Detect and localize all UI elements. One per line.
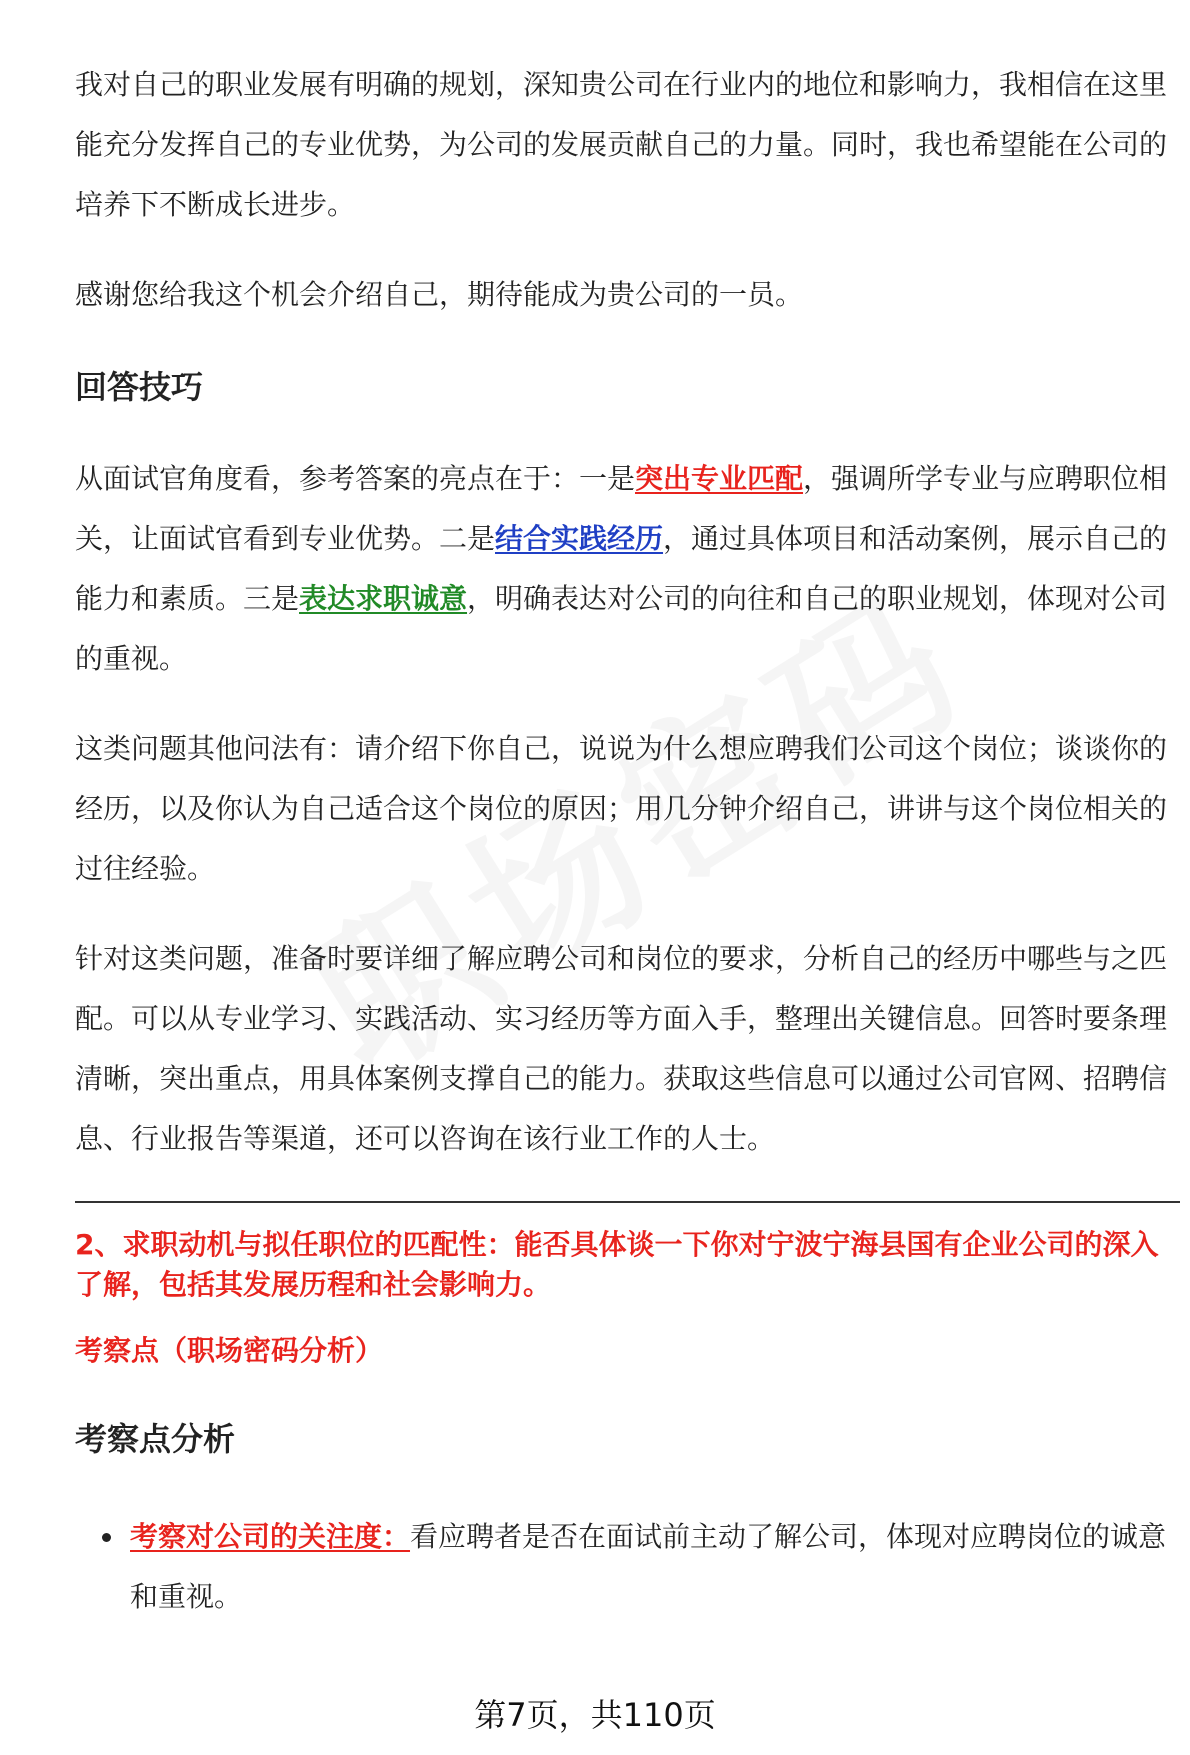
bullet-dot-icon [102,1533,111,1542]
analysis-heading: 考察点分析 [75,1420,236,1458]
tips-text-d: ，明确表达对公司的向往和自己的职业规划，体现对公司的重视。 [75,582,1168,675]
intro-paragraph-1: 我对自己的职业发展有明确的规划，深知贵公司在行业内的地位和影响力，我相信在这里能充分发挥自己的专业优势，为公司的发展贡献自己的力量。同时，我也希望能在公司的培养下不断成长进步。 [75,68,1168,221]
tips-heading: 回答技巧 [75,368,204,406]
exam-point-label: 考察点（职场密码分析） [75,1334,384,1367]
tips-text-b: ，强调所学专业与应聘职位相关，让面试官看到专业优势。二是 [75,462,1168,555]
tips-paragraph-2: 这类问题其他问法有：请介绍下你自己，说说为什么想应聘我们公司这个岗位；谈谈你的经历，以及你认为自己适合这个岗位的原因；用几分钟介绍自己，讲讲与这个岗位相关的过往经验。 [75,732,1168,885]
highlight-job-sincerity: 表达求职诚意 [299,582,468,615]
list-item [130,1507,1180,1627]
tips-text-c: ，通过具体项目和活动案例，展示自己的能力和素质。三是 [75,522,1168,615]
question-text: 2、求职动机与拟任职位的匹配性：能否具体谈一下你对宁波宁海县国有企业公司的深入了解，包括其发展历程和社会影响力。 [75,1228,1159,1301]
tips-text-a: 从面试官角度看，参考答案的亮点在于：一是 [75,462,636,495]
intro-paragraph-2: 感谢您给我这个机会介绍自己，期待能成为贵公司的一员。 [75,278,804,311]
tips-paragraph-1 [75,449,1180,689]
analysis-item-text: 看应聘者是否在面试前主动了解公司，体现对应聘岗位的诚意和重视。 [130,1520,1167,1613]
analysis-list [75,1507,1180,1627]
analysis-item-label: 考察对公司的关注度： [130,1520,411,1553]
highlight-professional-match: 突出专业匹配 [635,462,804,495]
highlight-practical-experience: 结合实践经历 [495,522,664,555]
tips-paragraph-3: 针对这类问题，准备时要详细了解应聘公司和岗位的要求，分析自己的经历中哪些与之匹配。可以从专业学习、实践活动、实习经历等方面入手，整理出关键信息。回答时要条理清晰，突出重点，用具体案例支撑自己的能力。获取这些信息可以通过公司官网、招聘信息、行业报告等渠道，还可以咨询在该行业工作的人士。 [75,942,1168,1155]
page-number: 第7页，共110页 [474,1696,716,1734]
document-page [75,55,1180,1627]
